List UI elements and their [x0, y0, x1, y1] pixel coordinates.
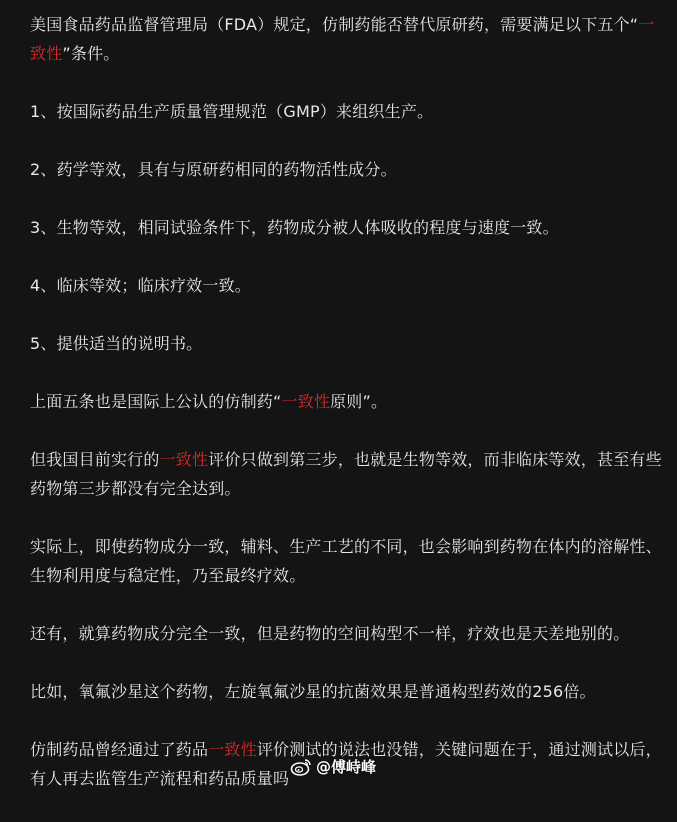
weibo-icon [290, 758, 312, 776]
weibo-watermark [290, 756, 376, 778]
paragraph-text: 4、临床等效；临床疗效一致。 [30, 276, 251, 295]
paragraph-text: 美国食品药品监督管理局（FDA）规定，仿制药能否替代原研药，需要满足以下五个“ [30, 15, 639, 34]
paragraph-text: 原则”。 [330, 392, 388, 411]
paragraph-text: 2、药学等效，具有与原研药相同的药物活性成分。 [30, 160, 397, 179]
paragraph [30, 619, 670, 648]
paragraph-text: 比如，氧氟沙星这个药物，左旋氧氟沙星的抗菌效果是普通构型药效的256倍。 [30, 682, 596, 701]
paragraph [30, 155, 670, 184]
paragraph [30, 445, 670, 503]
paragraph [30, 97, 670, 126]
highlight-keyword: 一致性 [159, 450, 209, 469]
paragraph-text: 1、按国际药品生产质量管理规范（GMP）来组织生产。 [30, 102, 434, 121]
paragraph-text: 但我国目前实行的 [30, 450, 160, 469]
highlight-keyword: 一致性 [30, 15, 655, 63]
article-body [30, 10, 670, 822]
watermark-text: @傅峙峰 [316, 758, 377, 776]
paragraph [30, 329, 670, 358]
paragraph-text: ”条件。 [62, 44, 120, 63]
paragraph [30, 677, 670, 706]
paragraph [30, 387, 670, 416]
paragraph [30, 10, 670, 68]
paragraph-text: 评价测试的说法也没错，关键问题在于，通过测试以后，有人再去监管生产流程和药品质量吗 [30, 740, 662, 788]
paragraph-text: 上面五条也是国际上公认的仿制药“ [30, 392, 282, 411]
paragraph [30, 271, 670, 300]
highlight-keyword: 一致性 [281, 392, 331, 411]
paragraph-text: 仿制药品曾经通过了药品 [30, 740, 209, 759]
paragraph-text: 评价只做到第三步，也就是生物等效，而非临床等效，甚至有些药物第三步都没有完全达到。 [30, 450, 662, 498]
paragraph [30, 532, 670, 590]
paragraph-text: 实际上，即使药物成分一致，辅料、生产工艺的不同，也会影响到药物在体内的溶解性、生物利用度与稳定性，乃至最终疗效。 [30, 537, 662, 585]
highlight-keyword: 一致性 [208, 740, 257, 759]
paragraph-text: 3、生物等效，相同试验条件下，药物成分被人体吸收的程度与速度一致。 [30, 218, 559, 237]
paragraph-text: 还有，就算药物成分完全一致，但是药物的空间构型不一样，疗效也是天差地别的。 [30, 624, 630, 643]
paragraph [30, 213, 670, 242]
paragraph-text: 5、提供适当的说明书。 [30, 334, 203, 353]
